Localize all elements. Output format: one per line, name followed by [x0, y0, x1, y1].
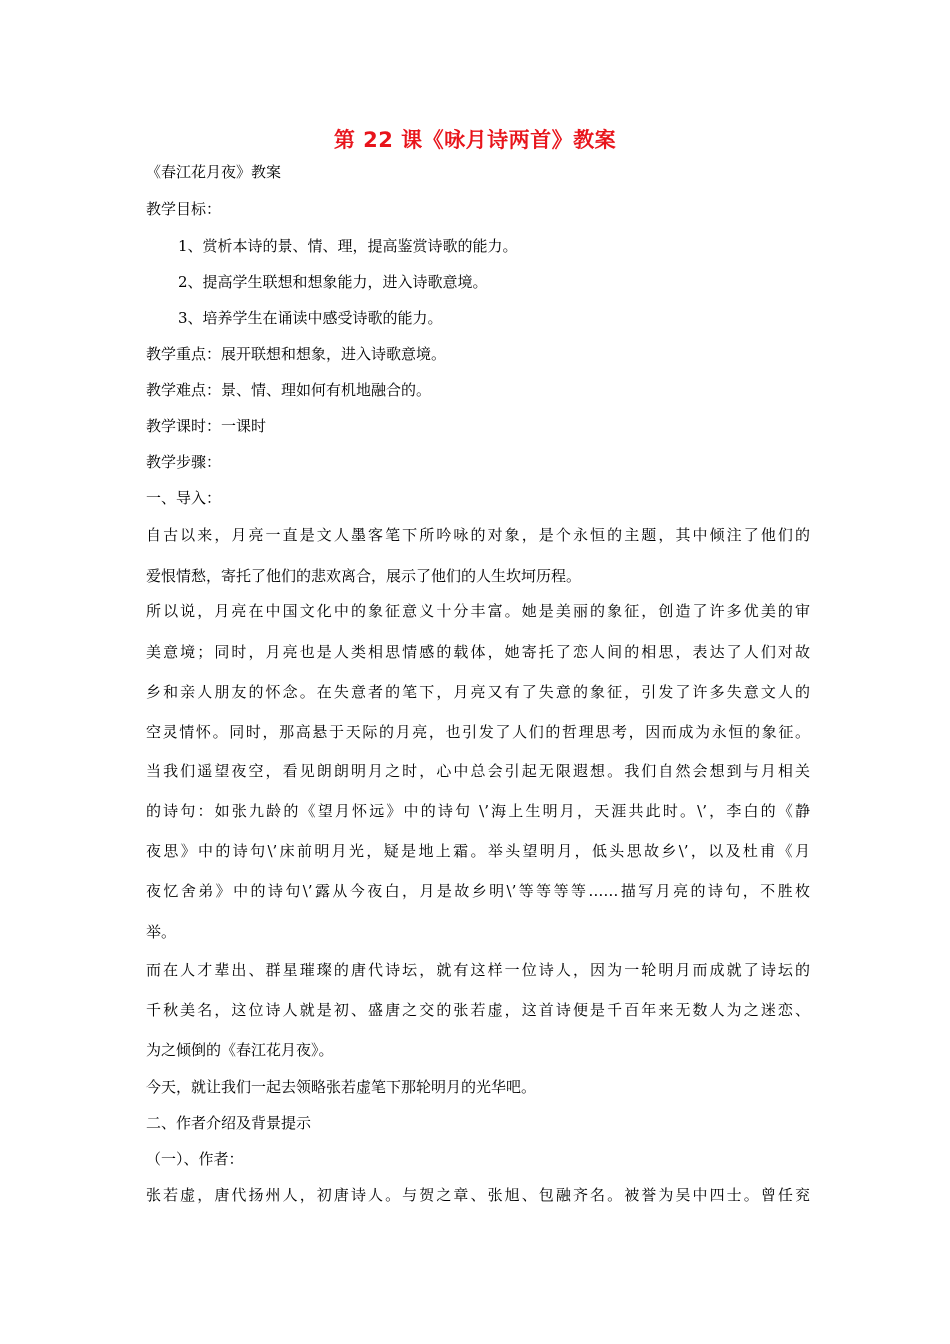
text-line: 为之倾倒的《春江花月夜》。	[146, 1041, 334, 1059]
text-line: 教学步骤：	[146, 453, 222, 471]
text-line: 举。	[146, 923, 177, 941]
text-line: 爱恨情愁，寄托了他们的悲欢离合，展示了他们的人生坎坷历程。	[146, 567, 582, 585]
text-line: 2、提高学生联想和想象能力，进入诗歌意境。	[178, 273, 488, 291]
text-line: 乡和亲人朋友的怀念。在失意者的笔下，月亮又有了失意的象征，引发了许多失意文人的	[146, 683, 810, 701]
text-line: 《春江花月夜》教案	[146, 163, 282, 181]
text-line: 一、导入：	[146, 489, 222, 507]
text-line: 夜忆舍弟》中的诗句\’露从今夜白，月是故乡明\’等等等等……描写月亮的诗句，不胜枚	[146, 882, 810, 900]
text-line: 教学课时：一课时	[146, 417, 267, 435]
text-line: 所以说，月亮在中国文化中的象征意义十分丰富。她是美丽的象征，创造了许多优美的审	[146, 602, 810, 620]
text-line: 夜思》中的诗句\’床前明月光，疑是地上霜。举头望明月，低头思故乡\’，以及杜甫《月	[146, 842, 810, 860]
page-title: 第 22 课《咏月诗两首》教案	[333, 128, 617, 152]
text-line: 张若虚，唐代扬州人，初唐诗人。与贺之章、张旭、包融齐名。被誉为吴中四士。曾任兖	[146, 1186, 810, 1204]
text-line: 自古以来，月亮一直是文人墨客笔下所吟咏的对象，是个永恒的主题，其中倾注了他们的	[146, 526, 810, 544]
text-line: 教学难点：景、情、理如何有机地融合的。	[146, 381, 432, 399]
text-line: 而在人才辈出、群星璀璨的唐代诗坛，就有这样一位诗人，因为一轮明月而成就了诗坛的	[146, 961, 810, 979]
text-line: 3、培养学生在诵读中感受诗歌的能力。	[178, 309, 443, 327]
text-line: 千秋美名，这位诗人就是初、盛唐之交的张若虚，这首诗便是千百年来无数人为之迷恋、	[146, 1001, 810, 1019]
text-line: 的诗句：如张九龄的《望月怀远》中的诗句 \’海上生明月，天涯共此时。\’，李白的《静	[146, 802, 810, 820]
text-line: 今天，就让我们一起去领略张若虚笔下那轮明月的光华吧。	[146, 1078, 537, 1096]
text-line: 教学目标：	[146, 200, 222, 218]
text-line: （一）、作者：	[146, 1150, 244, 1168]
text-line: 1、赏析本诗的景、情、理，提高鉴赏诗歌的能力。	[178, 237, 518, 255]
text-line: 美意境；同时，月亮也是人类相思情感的载体，她寄托了恋人间的相思，表达了人们对故	[146, 643, 810, 661]
text-line: 教学重点：展开联想和想象，进入诗歌意境。	[146, 345, 447, 363]
text-line: 当我们遥望夜空，看见朗朗明月之时，心中总会引起无限遐想。我们自然会想到与月相关	[146, 762, 810, 780]
text-line: 二、作者介绍及背景提示	[146, 1114, 312, 1132]
text-line: 空灵情怀。同时，那高悬于天际的月亮，也引发了人们的哲理思考，因而成为永恒的象征。	[146, 723, 810, 741]
